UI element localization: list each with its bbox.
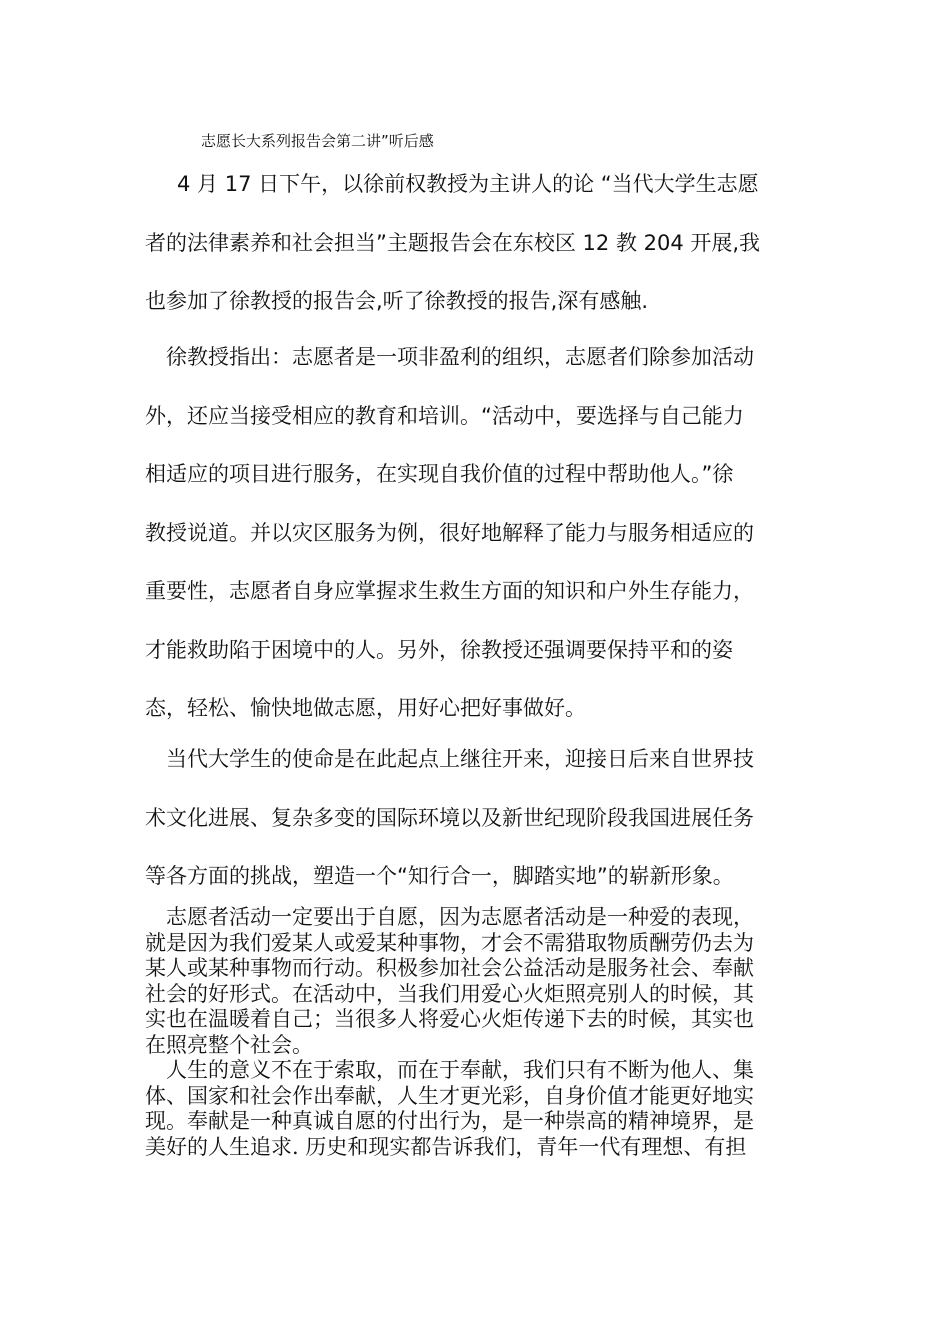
paragraph-line: 重要性，志愿者自身应掌握求生救生方面的知识和户外生存能力，: [145, 579, 754, 603]
paragraph-line: 外，还应当接受相应的教育和培训。“活动中，要选择与自己能力: [145, 403, 744, 428]
paragraph-line: 4 月 17 日下午，以徐前权教授为主讲人的论 “当代大学生志愿: [177, 172, 759, 196]
paragraph-line: 在照亮整个社会。: [145, 1032, 313, 1057]
paragraph-4: [145, 905, 800, 1058]
paragraph-line: 徐教授指出：志愿者是一项非盈利的组织，志愿者们除参加活动: [166, 345, 754, 369]
paragraph-line: 实也在温暖着自己；当很多人将爱心火炬传递下去的时候，其实也: [145, 1007, 754, 1031]
paragraph-2: [145, 328, 800, 738]
paragraph-line: 社会的好形式。在活动中，当我们用爱心火炬照亮别人的时候，其: [145, 981, 754, 1006]
paragraph-line: 美好的人生追求. 历史和现实都告诉我们，青年一代有理想、有担: [145, 1134, 747, 1159]
paragraph-line: 志愿者活动一定要出于自愿，因为志愿者活动是一种爱的表现，: [166, 905, 754, 929]
paragraph-line: 当代大学生的使命是在此起点上继往开来，迎接日后来自世界技: [166, 747, 754, 771]
paragraph-line: 相适应的项目进行服务，在实现自我价值的过程中帮助他人。”徐: [145, 462, 734, 486]
paragraph-line: 体、国家和社会作出奉献，人生才更光彩，自身价值才能更好地实: [145, 1083, 754, 1108]
paragraph-line: 者的法律素养和社会担当”主题报告会在东校区 12 教 204 开展,我: [145, 230, 761, 255]
paragraph-line: 术文化进展、复杂多变的国际环境以及新世纪现阶段我国进展任务: [145, 805, 754, 830]
paragraph-line: 现。奉献是一种真诚自愿的付出行为，是一种崇高的精神境界，是: [145, 1109, 754, 1133]
paragraph-line: 等各方面的挑战，塑造一个“知行合一，脚踏实地”的崭新形象。: [145, 864, 734, 888]
paragraph-line: 教授说道。并以灾区服务为例，很好地解释了能力与服务相适应的: [145, 520, 754, 545]
paragraph-1: [145, 155, 800, 331]
paragraph-line: 也参加了徐教授的报告会,听了徐教授的报告,深有感触.: [145, 289, 649, 313]
document-title: 志愿长大系列报告会第二讲”听后感: [201, 132, 434, 150]
paragraph-line: 人生的意义不在于索取，而在于奉献，我们只有不断为他人、集: [166, 1058, 754, 1082]
paragraph-5: [145, 1058, 800, 1160]
paragraph-line: 某人或某种事物而行动。积极参加社会公益活动是服务社会、奉献: [145, 956, 754, 980]
paragraph-line: 才能救助陷于困境中的人。另外，徐教授还强调要保持平和的姿: [145, 637, 733, 662]
paragraph-3: [145, 730, 800, 906]
paragraph-line: 就是因为我们爱某人或爱某种事物，才会不需猎取物质酬劳仍去为: [145, 930, 754, 955]
paragraph-line: 态，轻松、愉快地做志愿，用好心把好事做好。: [145, 696, 586, 720]
